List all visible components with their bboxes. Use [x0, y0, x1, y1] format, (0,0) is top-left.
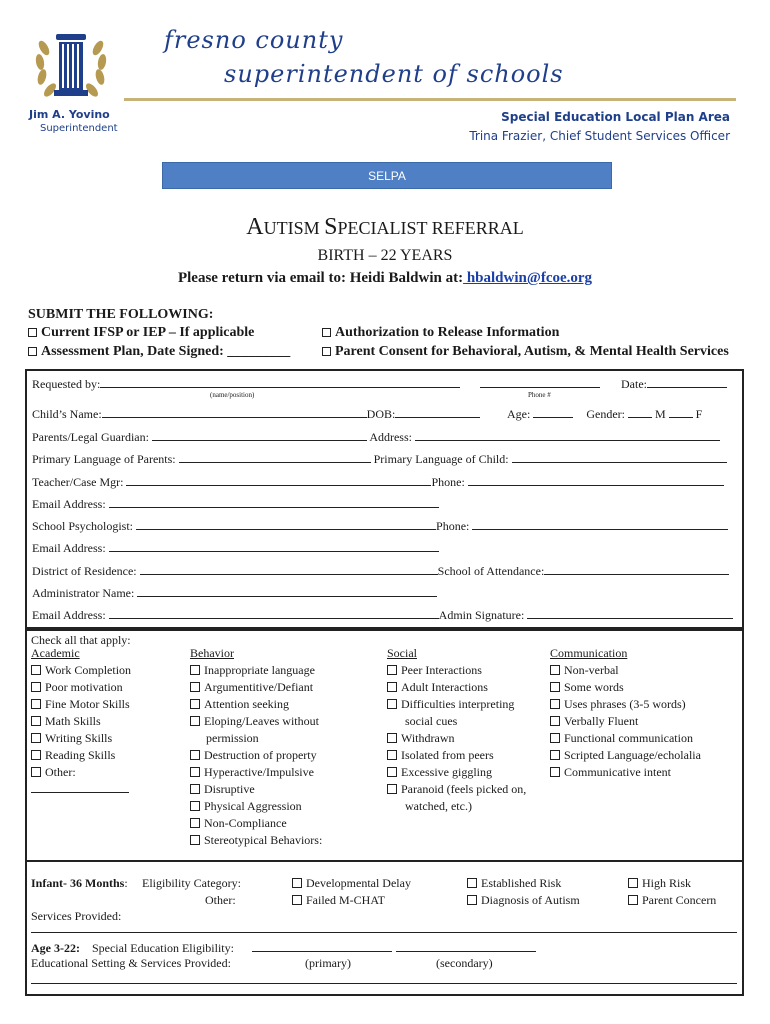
title-part2: PECIALIST REFERRAL [337, 218, 524, 238]
communication-column [550, 645, 701, 781]
title-cap-a: A [246, 214, 264, 240]
dob-label: DOB: [366, 407, 396, 421]
admin-signature-label: Admin Signature: [438, 608, 525, 622]
return-instructions [0, 270, 770, 287]
child-name-input[interactable] [102, 406, 367, 418]
admin-email-row [32, 607, 733, 623]
communication-item[interactable]: Non-verbal [550, 662, 701, 679]
social-item[interactable]: Peer Interactions [387, 662, 526, 679]
behavior-item[interactable]: Non-Compliance [190, 815, 324, 832]
infant-option-established-risk[interactable]: Established Risk [467, 875, 561, 892]
column-laurel-icon [34, 22, 108, 108]
district-label: District of Residence: [32, 564, 137, 578]
admin-signature-input[interactable] [527, 607, 733, 619]
age-gender-row [507, 406, 702, 422]
academic-column [31, 645, 131, 798]
infant-eligibility-label: Eligibility Category: [142, 876, 241, 890]
logo [34, 22, 108, 108]
address-input[interactable] [415, 429, 720, 441]
setting-label: Educational Setting & Services Provided: [31, 956, 231, 970]
address-label: Address: [369, 430, 412, 444]
psych-row [32, 518, 728, 534]
date-input[interactable] [647, 376, 727, 388]
parents-label: Parents/Legal Guardian: [32, 430, 149, 444]
school-input[interactable] [544, 563, 729, 575]
psych-label: School Psychologist: [32, 519, 134, 533]
teacher-phone-label: Phone: [431, 475, 465, 489]
org-name-line2: superintendent of schools [224, 60, 564, 88]
psych-input[interactable] [136, 518, 436, 530]
academic-item[interactable]: Work Completion [31, 662, 131, 679]
title-part1: UTISM [263, 218, 325, 238]
submit-heading: SUBMIT THE FOLLOWING: [28, 307, 214, 322]
communication-item[interactable]: Uses phrases (3-5 words) [550, 696, 701, 713]
behavior-heading: Behavior [190, 646, 234, 660]
primary-hint: (primary) [305, 956, 351, 970]
infant-option-parent-concern[interactable]: Parent Concern [628, 892, 716, 909]
social-item[interactable]: Paranoid (feels picked on, [387, 781, 526, 798]
social-heading: Social [387, 646, 417, 660]
communication-item[interactable]: Scripted Language/echolalia [550, 747, 701, 764]
behavior-item[interactable]: Inappropriate language [190, 662, 324, 679]
academic-item[interactable]: Other: [31, 764, 131, 781]
admin-email-label: Email Address: [32, 608, 106, 622]
gender-m-input[interactable] [628, 406, 652, 418]
social-item[interactable]: Isolated from peers [387, 747, 526, 764]
form-title [0, 214, 770, 241]
communication-item[interactable]: Some words [550, 679, 701, 696]
name-position-hint: (name/position) [210, 391, 255, 399]
admin-name-input[interactable] [137, 585, 437, 597]
gender-label: Gender: [586, 407, 625, 421]
social-column [387, 645, 526, 815]
district-input[interactable] [140, 563, 438, 575]
parents-input[interactable] [152, 429, 367, 441]
return-email-link[interactable]: hbaldwin@fcoe.org [463, 270, 593, 286]
district-row [32, 563, 729, 579]
communication-heading: Communication [550, 646, 628, 660]
academic-item[interactable]: Writing Skills [31, 730, 131, 747]
infant-option-high-risk[interactable]: High Risk [628, 875, 691, 892]
header-rule [124, 98, 736, 101]
phone-field[interactable] [480, 376, 600, 392]
language-row [32, 451, 727, 467]
behavior-item[interactable]: Eloping/Leaves without [190, 713, 324, 730]
teacher-label: Teacher/Case Mgr: [32, 475, 124, 489]
academic-heading: Academic [31, 646, 80, 660]
parents-row [32, 429, 720, 445]
psych-phone-label: Phone: [436, 519, 470, 533]
phone-hint: Phone # [528, 391, 551, 399]
dob-input[interactable] [395, 406, 480, 418]
age-label: Age: [507, 407, 531, 421]
academic-other-input[interactable] [31, 781, 131, 798]
submit-item-authorization[interactable]: Authorization to Release Information [322, 325, 559, 341]
selpa-banner: SELPA [162, 162, 612, 189]
academic-item[interactable]: Reading Skills [31, 747, 131, 764]
date-label: Date: [621, 377, 647, 391]
child-row [32, 406, 480, 422]
teacher-email-label: Email Address: [32, 497, 106, 511]
gender-f-input[interactable] [669, 406, 693, 418]
behavior-item[interactable]: Argumentitive/Defiant [190, 679, 324, 696]
requested-by-row [32, 376, 460, 392]
superintendent-name: Jim A. Yovino [29, 108, 110, 121]
lang-parents-input[interactable] [179, 451, 371, 463]
lang-parents-label: Primary Language of Parents: [32, 452, 176, 466]
academic-item[interactable]: Math Skills [31, 713, 131, 730]
behavior-item[interactable]: Destruction of property [190, 747, 324, 764]
social-item-continuation: watched, etc.) [405, 799, 472, 813]
lang-child-label: Primary Language of Child: [373, 452, 509, 466]
submit-item-ifsp[interactable]: Current IFSP or IEP – If applicable [28, 325, 254, 341]
teacher-phone-input[interactable] [468, 474, 724, 486]
form-subtitle: BIRTH – 22 YEARS [317, 247, 453, 264]
psych-email-input[interactable] [109, 540, 439, 552]
communication-item[interactable]: Verbally Fluent [550, 713, 701, 730]
academic-item[interactable]: Poor motivation [31, 679, 131, 696]
academic-item[interactable]: Fine Motor Skills [31, 696, 131, 713]
behavior-item[interactable]: Hyperactive/Impulsive [190, 764, 324, 781]
psych-email-label: Email Address: [32, 541, 106, 555]
psych-phone-input[interactable] [472, 518, 728, 530]
admin-email-input[interactable] [109, 607, 439, 619]
behavior-item[interactable]: Stereotypical Behaviors: [190, 832, 324, 849]
gender-f-label: F [695, 407, 703, 421]
submit-item-assessment[interactable]: Assessment Plan, Date Signed: _________ [28, 344, 290, 360]
age-label-row: Age 3-22: Special Education Eligibility: [31, 941, 234, 955]
infant-option-mchat[interactable]: Failed M-CHAT [292, 892, 385, 909]
behavior-item[interactable]: Disruptive [190, 781, 324, 798]
infant-option-dev-delay[interactable]: Developmental Delay [292, 875, 411, 892]
behavior-item-continuation: permission [206, 731, 259, 745]
infant-label: Infant- 36 Months: [31, 876, 128, 890]
teacher-email-input[interactable] [109, 496, 439, 508]
social-item-continuation: social cues [405, 714, 458, 728]
school-label: School of Attendance: [437, 564, 545, 578]
requested-by-input[interactable] [100, 376, 460, 388]
title-cap-s: S [324, 214, 338, 240]
services-provided-label: Services Provided: [31, 909, 122, 923]
date-row [621, 376, 727, 392]
superintendent-title: Superintendent [40, 123, 118, 134]
admin-name-row [32, 585, 437, 601]
child-name-label: Child’s Name: [32, 407, 102, 421]
behavior-item[interactable]: Physical Aggression [190, 798, 324, 815]
submit-item-consent[interactable]: Parent Consent for Behavioral, Autism, & Mental Health Services [322, 344, 729, 360]
infant-other-label: Other: [205, 893, 236, 907]
requested-by-label: Requested by: [32, 377, 101, 391]
return-text: Please return via email to: Heidi Baldwin at: [177, 270, 464, 286]
teacher-email-row [32, 496, 439, 512]
teacher-row [32, 474, 724, 490]
social-item[interactable]: Excessive giggling [387, 764, 526, 781]
behavior-column [190, 645, 324, 866]
communication-item[interactable]: Functional communication [550, 730, 701, 747]
social-item[interactable]: Adult Interactions [387, 679, 526, 696]
teacher-input[interactable] [126, 474, 431, 486]
communication-item[interactable]: Communicative intent [550, 764, 701, 781]
lang-child-input[interactable] [512, 451, 727, 463]
age-input[interactable] [533, 406, 573, 418]
gender-m-label: M [654, 407, 666, 421]
social-item[interactable]: Withdrawn [387, 730, 526, 747]
behavior-item[interactable]: Attention seeking [190, 696, 324, 713]
check-instruction: Check all that apply: [31, 633, 131, 647]
area-title: Special Education Local Plan Area [501, 110, 730, 124]
secondary-hint: (secondary) [436, 956, 493, 970]
social-item[interactable]: Difficulties interpreting [387, 696, 526, 713]
admin-name-label: Administrator Name: [32, 586, 135, 600]
infant-option-autism[interactable]: Diagnosis of Autism [467, 892, 580, 909]
area-officer: Trina Frazier, Chief Student Services Officer [469, 129, 730, 143]
age-section-box [25, 862, 744, 996]
psych-email-row [32, 540, 439, 556]
org-name-line1: fresno county [164, 26, 344, 54]
